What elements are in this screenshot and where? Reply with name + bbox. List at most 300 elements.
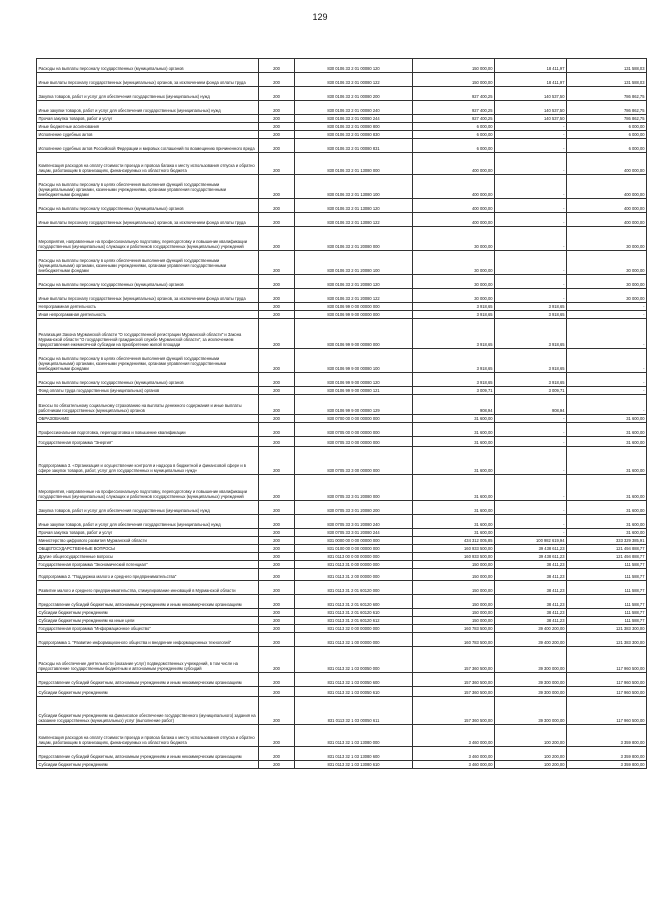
- row-code-cell: 200: [259, 289, 295, 303]
- row-kbk-cell: 831 0113 32 0 00 00000 000: [295, 625, 413, 633]
- row-kbk-cell: 830 0106 99 9 00 00080 120: [295, 373, 413, 387]
- row-unexecuted-cell: 111 588,77: [567, 561, 647, 569]
- row-executed-cell: -: [495, 529, 567, 537]
- row-approved-cell: 160 783 500,00: [413, 633, 495, 647]
- row-approved-cell: 3 009,71: [413, 387, 495, 395]
- row-approved-cell: 150 000,00: [413, 609, 495, 617]
- row-code-cell: 200: [259, 275, 295, 289]
- row-unexecuted-cell: -: [567, 303, 647, 311]
- row-executed-cell: 3 918,65: [495, 311, 567, 319]
- row-code-cell: 200: [259, 561, 295, 569]
- row-executed-cell: 140 537,50: [495, 101, 567, 115]
- table-row: [37, 437, 647, 447]
- row-executed-cell: 3 918,65: [495, 319, 567, 349]
- row-unexecuted-cell: 117 960 500,00: [567, 697, 647, 725]
- row-unexecuted-cell: -: [567, 387, 647, 395]
- row-name-cell: Расходы на выплаты персоналу в целях обеспечения выполнения функций государственными (муниципальными) органами, казенными учреждениями, органами управления государственными внебюджетными фондами: [37, 251, 259, 275]
- table-row: [37, 501, 647, 515]
- row-name-cell: Государственная программа "Энергия": [37, 437, 259, 447]
- row-kbk-cell: 831 0113 32 1 03 00050 610: [295, 687, 413, 697]
- row-executed-cell: 38 411,23: [495, 569, 567, 581]
- row-executed-cell: 3 918,65: [495, 349, 567, 373]
- row-code-cell: 200: [259, 303, 295, 311]
- row-executed-cell: 39 438 611,23: [495, 545, 567, 553]
- row-kbk-cell: 830 0106 33 2 01 20080 000: [295, 227, 413, 251]
- row-code-cell: 200: [259, 319, 295, 349]
- row-code-cell: 200: [259, 395, 295, 415]
- row-kbk-cell: 831 0113 32 1 03 00050 611: [295, 697, 413, 725]
- row-unexecuted-cell: 111 588,77: [567, 617, 647, 625]
- row-code-cell: 200: [259, 475, 295, 501]
- row-name-cell: Иные бюджетные ассигнования: [37, 123, 259, 131]
- row-name-cell: Расходы на обеспечение деятельности (оказание услуг) подведомственных учреждений, в том числе на предоставление государственным бюджетным и автономным учреждениям субсидий: [37, 647, 259, 673]
- table-row: [37, 73, 647, 87]
- row-executed-cell: -: [495, 515, 567, 529]
- row-approved-cell: 150 000,00: [413, 561, 495, 569]
- row-approved-cell: 160 933 500,00: [413, 545, 495, 553]
- row-executed-cell: 38 411,23: [495, 609, 567, 617]
- table-row: [37, 395, 647, 415]
- row-kbk-cell: 830 0106 99 9 00 00080 121: [295, 387, 413, 395]
- table-row: [37, 115, 647, 123]
- row-code-cell: 200: [259, 175, 295, 199]
- table-row: [37, 59, 647, 73]
- row-unexecuted-cell: 3 359 800,00: [567, 761, 647, 769]
- table-row: [37, 123, 647, 131]
- row-code-cell: 200: [259, 115, 295, 123]
- table-row: [37, 101, 647, 115]
- row-approved-cell: 157 360 500,00: [413, 647, 495, 673]
- table-row: [37, 761, 647, 769]
- row-code-cell: 200: [259, 199, 295, 213]
- row-code-cell: 200: [259, 501, 295, 515]
- row-code-cell: 200: [259, 581, 295, 595]
- row-code-cell: 200: [259, 423, 295, 437]
- table-row: [37, 515, 647, 529]
- row-kbk-cell: 830 0106 33 2 01 00080 122: [295, 73, 413, 87]
- row-executed-cell: -: [495, 501, 567, 515]
- row-code-cell: 200: [259, 251, 295, 275]
- row-code-cell: 200: [259, 569, 295, 581]
- row-executed-cell: 38 411,23: [495, 561, 567, 569]
- row-kbk-cell: 830 0705 33 3 01 20080 240: [295, 515, 413, 529]
- row-unexecuted-cell: -: [567, 349, 647, 373]
- row-code-cell: 200: [259, 633, 295, 647]
- row-code-cell: 200: [259, 747, 295, 761]
- table-row: [37, 697, 647, 725]
- row-unexecuted-cell: 6 000,00: [567, 131, 647, 139]
- row-name-cell: Предоставление субсидий бюджетным, автономным учреждениям и иным некоммерческим организациям: [37, 595, 259, 609]
- row-unexecuted-cell: 786 862,75: [567, 87, 647, 101]
- table-row: [37, 537, 647, 545]
- row-name-cell: Иная непрограммная деятельность: [37, 311, 259, 319]
- row-code-cell: 200: [259, 515, 295, 529]
- row-executed-cell: -: [495, 131, 567, 139]
- row-executed-cell: -: [495, 213, 567, 227]
- row-unexecuted-cell: 31 600,00: [567, 423, 647, 437]
- row-approved-cell: 6 000,00: [413, 123, 495, 131]
- row-unexecuted-cell: 31 600,00: [567, 415, 647, 423]
- row-name-cell: Подпрограмма 2. "Поддержка малого и среднего предпринимательства": [37, 569, 259, 581]
- table-row: [37, 319, 647, 349]
- row-executed-cell: 3 918,65: [495, 303, 567, 311]
- row-name-cell: Закупка товаров, работ и услуг для обеспечения государственных (муниципальных) нужд: [37, 501, 259, 515]
- row-executed-cell: 39 300 000,00: [495, 687, 567, 697]
- row-kbk-cell: 830 0106 99 9 00 00080 100: [295, 349, 413, 373]
- row-kbk-cell: 830 0705 33 3 01 20080 200: [295, 501, 413, 515]
- row-unexecuted-cell: 121 494 888,77: [567, 553, 647, 561]
- row-approved-cell: 30 000,00: [413, 275, 495, 289]
- row-executed-cell: 3 918,65: [495, 373, 567, 387]
- row-name-cell: Мероприятия, направленные на профессиональную подготовку, переподготовку и повышение квалификации государственных (муниципальных) служащих и работников государственных (муниципальных) учреждений: [37, 227, 259, 251]
- row-executed-cell: 38 411,23: [495, 581, 567, 595]
- table-row: [37, 139, 647, 153]
- row-name-cell: Реализация Закона Мурманской области "О государственной регистрации Мурманской области" и Закона Мурманской области "О государственной гражданской службе Мурманской области", за исключением предоставления ежемесячной субсидии на приобретение жилой площади: [37, 319, 259, 349]
- row-executed-cell: 908,94: [495, 395, 567, 415]
- row-approved-cell: 31 600,00: [413, 447, 495, 475]
- row-unexecuted-cell: 111 588,77: [567, 581, 647, 595]
- row-executed-cell: -: [495, 123, 567, 131]
- row-unexecuted-cell: 6 000,00: [567, 139, 647, 153]
- row-executed-cell: 18 411,97: [495, 59, 567, 73]
- row-approved-cell: 160 933 500,00: [413, 553, 495, 561]
- row-name-cell: Субсидии бюджетным учреждениям на иные цели: [37, 617, 259, 625]
- row-kbk-cell: 830 0705 33 3 00 00000 000: [295, 447, 413, 475]
- table-row: [37, 423, 647, 437]
- table-row: [37, 529, 647, 537]
- row-kbk-cell: 830 0705 33 0 00 00000 000: [295, 437, 413, 447]
- row-code-cell: 200: [259, 415, 295, 423]
- table-row: [37, 595, 647, 609]
- row-code-cell: 200: [259, 101, 295, 115]
- row-code-cell: 200: [259, 537, 295, 545]
- row-executed-cell: -: [495, 475, 567, 501]
- row-approved-cell: 400 000,00: [413, 213, 495, 227]
- row-approved-cell: 31 600,00: [413, 415, 495, 423]
- row-approved-cell: 434 312 005,85: [413, 537, 495, 545]
- row-unexecuted-cell: -: [567, 319, 647, 349]
- row-executed-cell: -: [495, 175, 567, 199]
- row-unexecuted-cell: 131 588,03: [567, 73, 647, 87]
- row-name-cell: Иные выплаты персоналу государственных (муниципальных) органов, за исключением фонда оплаты труда: [37, 213, 259, 227]
- row-name-cell: Профессиональная подготовка, переподготовка и повышение квалификации: [37, 423, 259, 437]
- row-code-cell: 200: [259, 73, 295, 87]
- row-code-cell: 200: [259, 553, 295, 561]
- row-kbk-cell: 831 0113 32 1 03 00050 600: [295, 673, 413, 687]
- row-approved-cell: 150 000,00: [413, 617, 495, 625]
- row-kbk-cell: 830 0106 33 2 01 00080 120: [295, 59, 413, 73]
- row-unexecuted-cell: 121 494 888,77: [567, 545, 647, 553]
- row-approved-cell: 31 600,00: [413, 475, 495, 501]
- row-kbk-cell: 831 0113 31 0 00 00000 000: [295, 561, 413, 569]
- row-approved-cell: 3 460 000,00: [413, 725, 495, 747]
- table-row: [37, 633, 647, 647]
- row-approved-cell: 31 600,00: [413, 515, 495, 529]
- page-number: 129: [312, 12, 328, 22]
- row-approved-cell: 400 000,00: [413, 175, 495, 199]
- row-approved-cell: 3 918,65: [413, 311, 495, 319]
- row-approved-cell: 30 000,00: [413, 251, 495, 275]
- row-name-cell: Расходы на выплаты персоналу в целях обеспечения выполнения функций государственными (муниципальными) органами, казенными учреждениями, органами управления государственными внебюджетными фондами: [37, 175, 259, 199]
- row-name-cell: Другие общегосударственные вопросы: [37, 553, 259, 561]
- row-kbk-cell: 831 0113 32 1 00 00000 000: [295, 633, 413, 647]
- table-row: [37, 687, 647, 697]
- row-code-cell: 200: [259, 625, 295, 633]
- row-approved-cell: 6 000,00: [413, 139, 495, 153]
- row-unexecuted-cell: 400 000,00: [567, 175, 647, 199]
- row-code-cell: 200: [259, 59, 295, 73]
- row-kbk-cell: 830 0106 99 0 00 00000 000: [295, 303, 413, 311]
- row-kbk-cell: 830 0106 33 2 01 13080 122: [295, 213, 413, 227]
- row-unexecuted-cell: 400 000,00: [567, 213, 647, 227]
- row-name-cell: Государственная программа "Экономический потенциал": [37, 561, 259, 569]
- row-kbk-cell: 831 0113 32 1 03 13080 000: [295, 725, 413, 747]
- row-name-cell: Исполнение судебных актов Российской Федерации и мировых соглашений по возмещению причиненного вреда: [37, 139, 259, 153]
- row-name-cell: Непрограммная деятельность: [37, 303, 259, 311]
- row-unexecuted-cell: 31 600,00: [567, 501, 647, 515]
- row-code-cell: 200: [259, 545, 295, 553]
- row-kbk-cell: 830 0106 33 2 01 00080 831: [295, 139, 413, 153]
- row-kbk-cell: 830 0106 99 9 00 00080 129: [295, 395, 413, 415]
- table-row: [37, 747, 647, 761]
- row-approved-cell: 908,94: [413, 395, 495, 415]
- budget-execution-table: [36, 58, 647, 769]
- row-name-cell: Государственная программа "Информационное общество": [37, 625, 259, 633]
- table-row: [37, 213, 647, 227]
- row-unexecuted-cell: 121 383 300,00: [567, 633, 647, 647]
- row-kbk-cell: 830 0106 99 9 00 00000 000: [295, 311, 413, 319]
- row-code-cell: 200: [259, 153, 295, 175]
- row-executed-cell: 140 537,50: [495, 115, 567, 123]
- row-name-cell: Фонд оплаты труда государственных (муниципальных) органов: [37, 387, 259, 395]
- row-unexecuted-cell: 30 000,00: [567, 289, 647, 303]
- row-kbk-cell: 831 0100 00 0 00 00000 000: [295, 545, 413, 553]
- table-row: [37, 227, 647, 251]
- table-row: [37, 581, 647, 595]
- row-executed-cell: -: [495, 275, 567, 289]
- row-approved-cell: 400 000,00: [413, 199, 495, 213]
- row-unexecuted-cell: 111 588,77: [567, 595, 647, 609]
- row-approved-cell: 150 000,00: [413, 73, 495, 87]
- row-name-cell: Расходы на выплаты персоналу государственных (муниципальных) органов: [37, 275, 259, 289]
- row-unexecuted-cell: -: [567, 311, 647, 319]
- row-kbk-cell: 831 0113 32 1 03 13080 600: [295, 747, 413, 761]
- row-approved-cell: 927 400,25: [413, 115, 495, 123]
- table-row: [37, 275, 647, 289]
- row-name-cell: Субсидии бюджетным учреждениям: [37, 687, 259, 697]
- row-code-cell: 200: [259, 617, 295, 625]
- row-name-cell: Предоставление субсидий бюджетным, автономным учреждениям и иным некоммерческим организациям: [37, 673, 259, 687]
- row-kbk-cell: 831 0000 00 0 00 00000 000: [295, 537, 413, 545]
- row-kbk-cell: 830 0106 33 2 01 00080 200: [295, 87, 413, 101]
- row-approved-cell: 3 918,65: [413, 373, 495, 387]
- table-row: [37, 647, 647, 673]
- row-code-cell: 200: [259, 213, 295, 227]
- table-row: [37, 553, 647, 561]
- row-code-cell: 200: [259, 687, 295, 697]
- table-row: [37, 561, 647, 569]
- table-row: [37, 303, 647, 311]
- table-row: [37, 569, 647, 581]
- row-unexecuted-cell: 131 588,03: [567, 59, 647, 73]
- row-code-cell: 200: [259, 673, 295, 687]
- row-kbk-cell: 831 0113 31 2 01 60120 610: [295, 609, 413, 617]
- row-name-cell: Расходы на выплаты персоналу государственных (муниципальных) органов: [37, 373, 259, 387]
- row-name-cell: Закупка товаров, работ и услуг для обеспечения государственных (муниципальных) нужд: [37, 87, 259, 101]
- row-kbk-cell: 830 0106 33 2 01 13080 120: [295, 199, 413, 213]
- row-executed-cell: -: [495, 139, 567, 153]
- row-approved-cell: 3 918,65: [413, 319, 495, 349]
- row-kbk-cell: 830 0705 33 3 01 20080 244: [295, 529, 413, 537]
- row-executed-cell: 100 200,00: [495, 747, 567, 761]
- table-row: [37, 625, 647, 633]
- row-kbk-cell: 831 0113 31 2 01 60120 000: [295, 581, 413, 595]
- row-approved-cell: 157 360 500,00: [413, 673, 495, 687]
- row-unexecuted-cell: 31 600,00: [567, 515, 647, 529]
- row-kbk-cell: 831 0113 31 2 00 00000 000: [295, 569, 413, 581]
- table-row: [37, 415, 647, 423]
- row-name-cell: Иные выплаты персоналу государственных (муниципальных) органов, за исключением фонда оплаты труда: [37, 73, 259, 87]
- row-name-cell: Подпрограмма 3. «Организация и осуществление контроля и надзора в бюджетной и финансовой сфере и в сфере закупок товаров, работ, услуг для государственных и муниципальных нужд»: [37, 447, 259, 475]
- row-code-cell: 200: [259, 609, 295, 617]
- row-approved-cell: 30 000,00: [413, 289, 495, 303]
- row-unexecuted-cell: 400 000,00: [567, 153, 647, 175]
- row-code-cell: 200: [259, 761, 295, 769]
- row-name-cell: Субсидии бюджетным учреждениям: [37, 761, 259, 769]
- row-executed-cell: 100 200,00: [495, 761, 567, 769]
- row-code-cell: 200: [259, 131, 295, 139]
- row-unexecuted-cell: 117 960 500,00: [567, 673, 647, 687]
- row-name-cell: Иные закупки товаров, работ и услуг для обеспечения государственных (муниципальных) нужд: [37, 101, 259, 115]
- row-executed-cell: 38 411,23: [495, 595, 567, 609]
- row-code-cell: 200: [259, 311, 295, 319]
- row-unexecuted-cell: 6 000,00: [567, 123, 647, 131]
- table-row: [37, 545, 647, 553]
- table-row: [37, 617, 647, 625]
- row-kbk-cell: 830 0705 00 0 00 00000 000: [295, 423, 413, 437]
- row-code-cell: 200: [259, 697, 295, 725]
- row-code-cell: 200: [259, 349, 295, 373]
- row-approved-cell: 157 360 500,00: [413, 697, 495, 725]
- row-kbk-cell: 830 0106 33 2 01 13080 000: [295, 153, 413, 175]
- row-approved-cell: 927 400,25: [413, 101, 495, 115]
- table-row: [37, 153, 647, 175]
- row-approved-cell: 160 783 500,00: [413, 625, 495, 633]
- row-executed-cell: -: [495, 437, 567, 447]
- row-kbk-cell: 831 0113 32 1 03 00050 000: [295, 647, 413, 673]
- row-unexecuted-cell: 30 000,00: [567, 251, 647, 275]
- row-approved-cell: 150 000,00: [413, 59, 495, 73]
- row-approved-cell: 150 000,00: [413, 595, 495, 609]
- table-row: [37, 349, 647, 373]
- row-unexecuted-cell: 30 000,00: [567, 227, 647, 251]
- row-approved-cell: 31 600,00: [413, 529, 495, 537]
- table-row: [37, 87, 647, 101]
- row-kbk-cell: 831 0113 00 0 00 00000 000: [295, 553, 413, 561]
- row-unexecuted-cell: 31 600,00: [567, 475, 647, 501]
- table-row: [37, 387, 647, 395]
- row-executed-cell: 39 400 200,00: [495, 633, 567, 647]
- row-executed-cell: 3 009,71: [495, 387, 567, 395]
- row-name-cell: Субсидии бюджетным учреждениям: [37, 609, 259, 617]
- row-name-cell: Иные выплаты персоналу государственных (муниципальных) органов, за исключением фонда оплаты труда: [37, 289, 259, 303]
- row-code-cell: 200: [259, 227, 295, 251]
- row-approved-cell: 3 460 000,00: [413, 761, 495, 769]
- row-name-cell: Прочая закупка товаров, работ и услуг: [37, 115, 259, 123]
- row-unexecuted-cell: 117 960 500,00: [567, 687, 647, 697]
- row-name-cell: Исполнение судебных актов: [37, 131, 259, 139]
- row-approved-cell: 3 918,65: [413, 349, 495, 373]
- row-name-cell: Иные закупки товаров, работ и услуг для обеспечения государственных (муниципальных) нужд: [37, 515, 259, 529]
- row-name-cell: Расходы на выплаты персоналу в целях обеспечения выполнения функций государственными (муниципальными) органами, казенными учреждениями, органами управления государственными внебюджетными фондами: [37, 349, 259, 373]
- row-code-cell: 200: [259, 447, 295, 475]
- row-code-cell: 200: [259, 373, 295, 387]
- row-name-cell: Субсидии бюджетным учреждениям на финансовое обеспечение государственного (муниципального) задания на оказание государственных (муниципальных) услуг (выполнение работ): [37, 697, 259, 725]
- row-code-cell: 200: [259, 647, 295, 673]
- row-kbk-cell: 831 0113 32 1 03 13080 610: [295, 761, 413, 769]
- row-code-cell: 200: [259, 387, 295, 395]
- row-code-cell: 200: [259, 123, 295, 131]
- table-row: [37, 475, 647, 501]
- row-executed-cell: 100 982 619,94: [495, 537, 567, 545]
- row-unexecuted-cell: 31 600,00: [567, 447, 647, 475]
- row-code-cell: 200: [259, 529, 295, 537]
- row-name-cell: Подпрограмма 1. "Развитие информационного общества и внедрение информационных технологий": [37, 633, 259, 647]
- row-executed-cell: 39 438 611,23: [495, 553, 567, 561]
- row-kbk-cell: 831 0113 31 2 01 60120 612: [295, 617, 413, 625]
- row-approved-cell: 157 360 500,00: [413, 687, 495, 697]
- row-executed-cell: 18 411,97: [495, 73, 567, 87]
- row-code-cell: 200: [259, 725, 295, 747]
- row-executed-cell: -: [495, 415, 567, 423]
- row-name-cell: ОБЩЕГОСУДАРСТВЕННЫЕ ВОПРОСЫ: [37, 545, 259, 553]
- row-name-cell: Расходы на выплаты персоналу государственных (муниципальных) органов: [37, 59, 259, 73]
- row-name-cell: Предоставление субсидий бюджетным, автономным учреждениям и иным некоммерческим организациям: [37, 747, 259, 761]
- row-executed-cell: 39 300 000,00: [495, 647, 567, 673]
- row-executed-cell: -: [495, 423, 567, 437]
- row-executed-cell: -: [495, 289, 567, 303]
- row-name-cell: Прочая закупка товаров, работ и услуг: [37, 529, 259, 537]
- row-unexecuted-cell: 31 600,00: [567, 529, 647, 537]
- row-approved-cell: 31 600,00: [413, 437, 495, 447]
- row-approved-cell: 150 000,00: [413, 569, 495, 581]
- row-name-cell: Взносы по обязательному социальному страхованию на выплаты денежного содержания и иные выплаты работникам государственных (муниципальных) органов: [37, 395, 259, 415]
- row-kbk-cell: 830 0106 99 9 00 00080 000: [295, 319, 413, 349]
- table-row: [37, 175, 647, 199]
- row-approved-cell: 927 400,25: [413, 87, 495, 101]
- table-row: [37, 725, 647, 747]
- row-kbk-cell: 830 0705 33 3 01 20080 000: [295, 475, 413, 501]
- table-row: [37, 251, 647, 275]
- row-name-cell: Мероприятия, направленные на профессиональную подготовку, переподготовку и повышение квалификации государственных (муниципальных) служащих и работников государственных (муниципальных) учреждений: [37, 475, 259, 501]
- row-name-cell: Развитие малого и среднего предпринимательства, стимулирование инноваций в Мурманской области: [37, 581, 259, 595]
- row-unexecuted-cell: 400 000,00: [567, 199, 647, 213]
- table-row: [37, 131, 647, 139]
- row-kbk-cell: 830 0106 33 2 01 20080 100: [295, 251, 413, 275]
- table-row: [37, 447, 647, 475]
- row-kbk-cell: 830 0106 33 2 01 20080 122: [295, 289, 413, 303]
- row-unexecuted-cell: 3 359 800,00: [567, 725, 647, 747]
- row-approved-cell: 30 000,00: [413, 227, 495, 251]
- table-row: [37, 311, 647, 319]
- row-approved-cell: 400 000,00: [413, 153, 495, 175]
- row-approved-cell: 31 600,00: [413, 423, 495, 437]
- row-unexecuted-cell: 333 329 385,91: [567, 537, 647, 545]
- row-code-cell: 200: [259, 139, 295, 153]
- row-unexecuted-cell: 30 000,00: [567, 275, 647, 289]
- row-approved-cell: 6 000,00: [413, 131, 495, 139]
- row-unexecuted-cell: 3 359 800,00: [567, 747, 647, 761]
